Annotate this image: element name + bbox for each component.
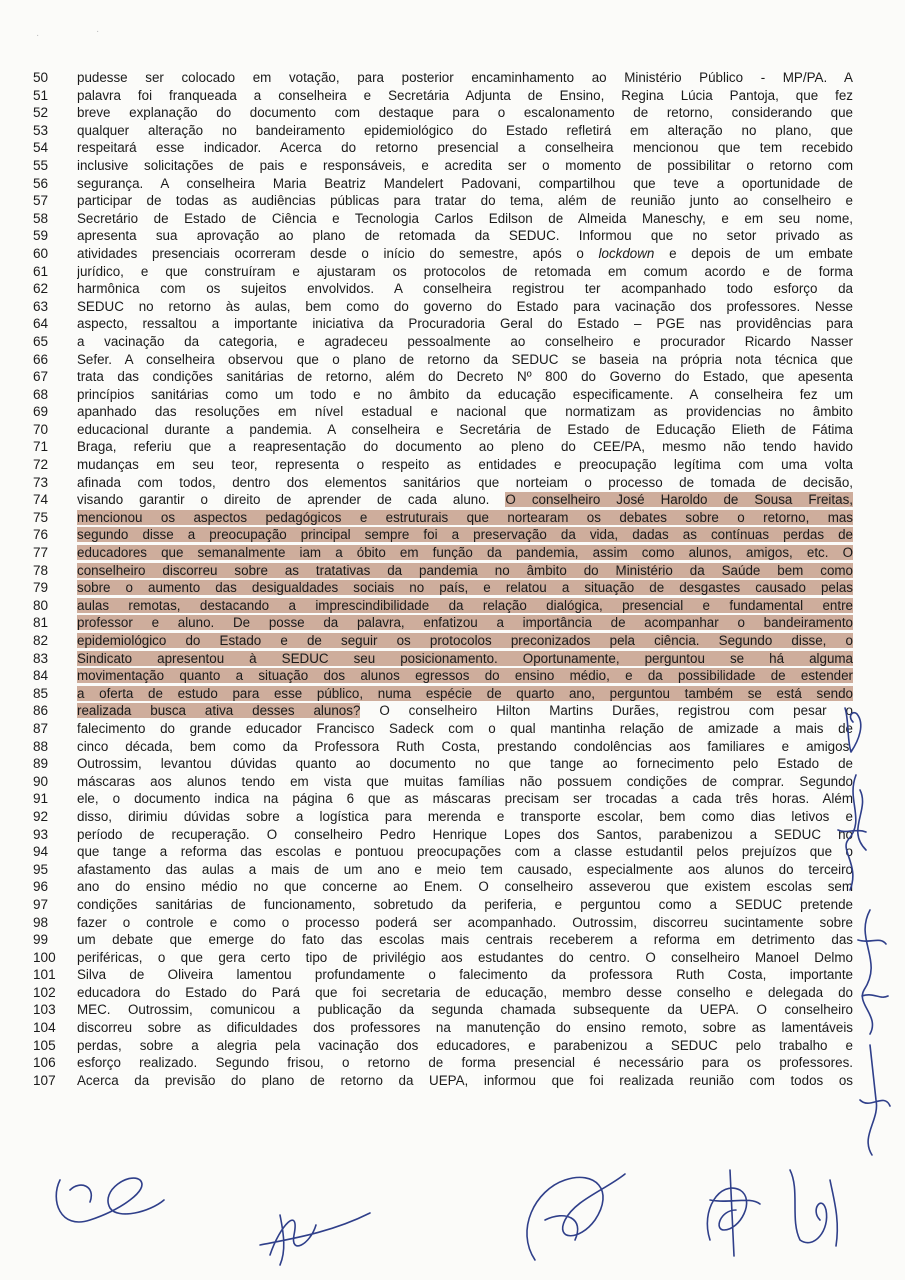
document-line (33, 456, 853, 474)
highlighted-text: O conselheiro José Haroldo de Sousa Freitas, (505, 492, 853, 508)
document-line (33, 790, 853, 808)
line-text-plain: máscaras aos alunos tendo em vista que muitas famílias não possuem condições de comprar. Segundo (77, 773, 853, 789)
line-text (77, 333, 853, 351)
line-number: 53 (33, 122, 49, 138)
document-line (33, 438, 853, 456)
line-number: 62 (33, 281, 49, 297)
document-line (33, 579, 853, 597)
line-text (77, 896, 853, 914)
line-text-plain: participar de todas as audiências públicas para tratar do tema, além de reunião junto ao conselheiro e (77, 193, 853, 209)
line-text-plain: educacional durante a pandemia. A conselheira e Secretária de Estado de Educação Elieth de Fátima (77, 421, 853, 437)
highlighted-text: aulas remotas, destacando a imprescindibilidade da relação dialógica, presencial e fundamental entre (77, 597, 853, 613)
line-text-plain: apresenta sua aprovação ao plano de retomada da SEDUC. Informou que no setor privado as (77, 228, 853, 244)
line-text-plain: breve explanação do documento com destaque para o escalonamento de retorno, considerando que (77, 105, 853, 121)
highlighted-text: mencionou os aspectos pedagógicos e estruturais que nortearam os debates sobre o retorno, mas (77, 509, 853, 525)
document-line (33, 157, 853, 175)
highlighted-text: a oferta de estudo para esse público, numa espécie de quarto ano, perguntou também se está sendo (77, 685, 853, 701)
line-number: 70 (33, 421, 49, 437)
margin-signature-vertical (826, 770, 886, 900)
line-number: 73 (33, 474, 49, 490)
line-text-plain: apanhado das resoluções em nível estadual e nacional que normatizam as providencias no âmbito (77, 404, 853, 420)
line-number: 63 (33, 298, 49, 314)
document-line (33, 122, 853, 140)
line-text-plain: segurança. A conselheira Maria Beatriz Mandelert Padovani, compartilhou que teve a oportunidade de (77, 175, 853, 191)
document-line (33, 245, 853, 263)
line-text (77, 650, 853, 668)
line-number: 55 (33, 157, 49, 173)
line-number: 69 (33, 404, 49, 420)
line-number: 59 (33, 228, 49, 244)
line-number: 82 (33, 633, 49, 648)
line-text (77, 579, 853, 597)
document-line (33, 403, 853, 421)
line-number: 78 (33, 562, 49, 578)
line-text-plain: um debate que emerge do fato das escolas mais centrais receberem a reforma em detrimento das (77, 932, 853, 948)
line-text-plain: palavra foi franqueada a conselheira e Secretária Adjunta de Ensino, Regina Lúcia Pantoja, que fez (77, 87, 853, 103)
line-text (77, 280, 853, 298)
line-text (77, 738, 853, 756)
signature-bottom-4 (690, 1160, 770, 1260)
line-number: 84 (33, 668, 49, 684)
line-text-plain: periféricas, o que gera certo tipo de privilégio aos estudantes do centro. O conselheiro Manoel Delmo (77, 949, 853, 965)
line-text (77, 1072, 853, 1090)
line-text (77, 526, 853, 544)
line-number: 90 (33, 773, 49, 789)
line-text-plain: MEC. Outrossim, comunicou a publicação da segunda chamada subsequente da UEPA. O conselheiro (77, 1002, 853, 1018)
line-number: 68 (33, 386, 49, 402)
line-text (77, 966, 853, 984)
document-line (33, 755, 853, 773)
line-number: 60 (33, 245, 49, 261)
line-number: 93 (33, 826, 49, 842)
document-line (33, 263, 853, 281)
line-text (77, 843, 853, 861)
line-text (77, 245, 853, 263)
highlighted-text: realizada busca ativa desses alunos? (77, 703, 361, 719)
line-text (77, 509, 853, 527)
document-line (33, 1001, 853, 1019)
line-number: 88 (33, 738, 49, 754)
document-line (33, 351, 853, 369)
line-text-plain: cinco década, bem como da Professora Ruth Costa, prestando condolências aos familiares e amigos. (77, 738, 853, 754)
line-text (77, 386, 853, 404)
line-number: 94 (33, 844, 49, 860)
line-text-plain: Braga, referiu que a reapresentação do documento ao pleno do CEE/PA, mesmo não tendo havido (77, 439, 853, 455)
line-number: 99 (33, 932, 49, 948)
document-line (33, 87, 853, 105)
line-text (77, 263, 853, 281)
line-text-plain: esforço realizado. Segundo frisou, o retorno de forma presencial é necessário para os professores. (77, 1055, 853, 1071)
line-text-plain: visando garantir o direito de aprender de cada aluno. (77, 492, 506, 508)
line-text-plain: a vacinação da categoria, e agradeceu pessoalmente ao conselheiro e procurador Ricardo Nasser (77, 333, 853, 349)
line-number: 71 (33, 439, 49, 455)
line-number: 80 (33, 597, 49, 613)
line-number: 86 (33, 703, 49, 719)
line-number: 75 (33, 509, 49, 525)
line-text (77, 632, 853, 650)
line-text (77, 878, 853, 896)
line-number: 100 (33, 949, 56, 965)
document-line (33, 421, 853, 439)
document-line (33, 104, 853, 122)
signature-bottom-2 (250, 1195, 380, 1275)
line-text-plain: princípios sanitárias como um todo e no âmbito da educação especificamente. A conselheira fez um (77, 386, 853, 402)
line-text (77, 949, 853, 967)
document-line (33, 826, 853, 844)
highlighted-text: professor e aluno. De posse da palavra, enfatizou a importância de acompanhar o bandeiramento (77, 615, 853, 631)
line-text (77, 808, 853, 826)
line-text (77, 474, 853, 492)
line-text-plain: respeitará esse indicador. Acerca do retorno presencial a conselheira mencionou que tem recebido (77, 140, 853, 156)
document-line (33, 192, 853, 210)
line-text (77, 826, 853, 844)
document-line (33, 280, 853, 298)
highlighted-text: segundo disse a preocupação principal sempre foi a preservação da vida, dadas as contínuas perdas de (77, 527, 853, 543)
line-text (77, 175, 853, 193)
line-number: 95 (33, 861, 49, 877)
line-text (77, 931, 853, 949)
line-text-plain: harmônica com os sujeitos envolvidos. A conselheira registrou ter acompanhado todo esforço da (77, 281, 853, 297)
line-text-plain: atividades presenciais ocorreram desde o início do semestre, após o lockdown e depois de um embate (77, 245, 853, 261)
line-text (77, 790, 853, 808)
line-text (77, 298, 853, 316)
line-text (77, 1019, 853, 1037)
margin-initial-signature (835, 700, 875, 760)
document-line (33, 861, 853, 879)
line-number: 105 (33, 1037, 56, 1053)
line-text-plain: perdas, sobre a alegria pela vacinação dos educadores, e parabenizou a SEDUC pelo trabalho e (77, 1037, 853, 1053)
line-text (77, 210, 853, 228)
document-line (33, 544, 853, 562)
line-text (77, 403, 853, 421)
line-text (77, 122, 853, 140)
line-number: 72 (33, 457, 49, 473)
line-number: 50 (33, 70, 49, 85)
line-text (77, 614, 853, 632)
line-number: 81 (33, 615, 49, 631)
line-text (77, 667, 853, 685)
line-number: 85 (33, 685, 49, 701)
line-text-plain: ano do ensino médio no que concerne ao Enem. O conselheiro asseverou que existem escolas sem (77, 879, 853, 895)
line-number: 65 (33, 333, 49, 349)
line-number: 56 (33, 175, 49, 191)
document-line (33, 773, 853, 791)
line-text (77, 456, 853, 474)
line-text-plain: trata das condições sanitárias de retorno, além do Decreto Nº 800 do Governo do Estado, que apesenta (77, 369, 853, 385)
line-text-plain: Outrossim, levantou dúvidas quanto ao documento no que tange ao fornecimento pelo Estado de (77, 756, 853, 772)
line-text (77, 1054, 853, 1072)
line-number: 101 (33, 967, 56, 983)
line-text (77, 562, 853, 580)
line-number: 89 (33, 756, 49, 772)
line-number: 54 (33, 140, 49, 156)
line-text-plain: afastamento das aulas a mais de um ano e meio tem causado, especialmente aos alunos do terceiro (77, 861, 853, 877)
line-text-plain: fazer o controle e como o processo poderá ser acompanhado. Outrossim, discorreu sucintamente sobre (77, 914, 853, 930)
document-line (33, 720, 853, 738)
line-number: 76 (33, 527, 49, 543)
line-text (77, 351, 853, 369)
signature-bottom-3 (505, 1160, 635, 1270)
document-line (33, 315, 853, 333)
document-line (33, 966, 853, 984)
line-text (77, 597, 853, 615)
line-text (77, 755, 853, 773)
line-text-plain: disso, dirimiu dúvidas sobre a logística para merenda e transporte escolar, bem como dias letivos e (77, 808, 853, 824)
line-text-plain: inclusive solicitações de pais e responsáveis, e acredita ser o momento de possibilitar o retorno com (77, 157, 853, 173)
document-line (33, 685, 853, 703)
line-number: 67 (33, 369, 49, 385)
scan-speck: · (96, 26, 100, 37)
document-line (33, 386, 853, 404)
line-text-plain: afinada com todos, dentro dos elementos sanitários que norteiam o processo de tomada de decisão, (77, 474, 853, 490)
line-text-plain: falecimento do grande educador Francisco Sadeck com o qual mantinha relação de amizade a mais de (77, 720, 853, 736)
line-number: 66 (33, 351, 49, 367)
line-text (77, 87, 853, 105)
line-number: 64 (33, 316, 49, 332)
line-text-plain: Silva de Oliveira lamentou profundamente o falecimento da professora Ruth Costa, importante (77, 967, 853, 983)
document-line (33, 227, 853, 245)
document-line (33, 878, 853, 896)
line-number: 106 (33, 1055, 56, 1071)
highlighted-text: sobre o aumento das desigualdades sociais no país, e relatou a situação de desgastes causado pelas (77, 580, 853, 596)
line-text-plain: Secretário de Estado de Ciência e Tecnologia Carlos Edilson de Almeida Maneschy, e em seu nome, (77, 210, 853, 226)
line-number: 103 (33, 1002, 56, 1018)
document-line (33, 843, 853, 861)
document-line (33, 667, 853, 685)
line-number: 52 (33, 105, 49, 121)
line-text-plain: condições sanitárias de funcionamento, sobretudo da periferia, e perguntou como a SEDUC pretende (77, 896, 853, 912)
highlighted-text: conselheiro discorreu sobre as tratativas da pandemia no âmbito do Ministério da Saúde bem como (77, 562, 853, 578)
document-line (33, 632, 853, 650)
line-number: 92 (33, 808, 49, 824)
line-text (77, 1037, 853, 1055)
line-text (77, 139, 853, 157)
line-text (77, 720, 853, 738)
line-text (77, 544, 853, 562)
line-number: 77 (33, 545, 49, 561)
signature-bottom-1 (40, 1150, 180, 1240)
document-line (33, 984, 853, 1002)
line-text (77, 368, 853, 386)
line-text-plain: período de recuperação. O conselheiro Pedro Henrique Lopes dos Santos, parabenizou a SEDUC no (77, 826, 853, 842)
document-line (33, 69, 853, 87)
line-number: 104 (33, 1020, 56, 1036)
line-text (77, 104, 853, 122)
line-number: 51 (33, 87, 49, 103)
document-line (33, 139, 853, 157)
line-text-plain: que tange a reforma das escolas e pontuou preocupações com a classe estudantil pelos prejuízos que o (77, 844, 853, 860)
line-text (77, 69, 853, 87)
document-line (33, 1072, 853, 1090)
line-text-plain: jurídico, e que construíram e ajustaram os protocolos de retomada em comum acordo e de forma (77, 263, 853, 279)
line-text (77, 1001, 853, 1019)
line-number: 91 (33, 791, 49, 807)
document-line (33, 1054, 853, 1072)
line-text (77, 702, 853, 720)
line-number: 74 (33, 492, 49, 508)
line-number: 107 (33, 1072, 56, 1088)
line-text (77, 192, 853, 210)
scan-speck: · (36, 30, 40, 41)
line-text-plain: SEDUC no retorno às aulas, bem como do governo do Estado para vacinação dos professores. Nesse (77, 298, 853, 314)
line-text (77, 984, 853, 1002)
line-text (77, 491, 853, 509)
document-line (33, 210, 853, 228)
line-text-plain: aspecto, ressaltou a importante iniciativa da Procuradoria Geral do Estado – PGE nas providências para (77, 316, 853, 332)
document-line (33, 931, 853, 949)
document-line (33, 509, 853, 527)
highlighted-text: educadores que semanalmente iam a óbito em função da pandemia, assim como alunos, amigos, etc. O (77, 545, 853, 561)
line-text-plain: qualquer alteração no bandeiramento epidemiológico do Estado refletirá em alteração no plano, que (77, 122, 853, 138)
document-line (33, 368, 853, 386)
document-line (33, 650, 853, 668)
line-text-plain: ele, o documento indica na página 6 que as máscaras precisam ser trocadas a cada três horas. Além (77, 791, 853, 807)
document-line (33, 896, 853, 914)
document-line (33, 333, 853, 351)
document-line (33, 702, 853, 720)
line-number: 98 (33, 914, 49, 930)
highlighted-text: epidemiológico do Estado e de seguir os protocolos preconizados pela ciência. Segundo disse, o (77, 633, 853, 648)
line-text-plain: educadora do Estado do Pará que foi secretaria de educação, membro desse conselho e delegada do (77, 984, 853, 1000)
document-line (33, 1019, 853, 1037)
line-number: 102 (33, 984, 56, 1000)
document-lines (33, 69, 853, 1089)
line-number: 87 (33, 720, 49, 736)
document-line (33, 474, 853, 492)
line-number: 61 (33, 263, 49, 279)
line-text (77, 914, 853, 932)
line-text-plain: Acerca da previsão do plano de retorno da UEPA, informou que foi realizada reunião com todos os (77, 1072, 853, 1088)
document-line (33, 808, 853, 826)
line-text (77, 861, 853, 879)
document-line (33, 175, 853, 193)
line-text-plain: pudesse ser colocado em votação, para posterior encaminhamento ao Ministério Público - MP/PA. A (77, 70, 853, 85)
line-text (77, 315, 853, 333)
highlighted-text: movimentação quanto a situação dos alunos egressos do ensino médio, e da possibilidade de estender (77, 668, 853, 684)
margin-signature-vertical-3 (850, 1040, 895, 1160)
line-text-plain: discorreu sobre as dificuldades dos professores na manutenção do ensino remoto, sobre as lamentáveis (77, 1020, 853, 1036)
document-line (33, 949, 853, 967)
document-line (33, 298, 853, 316)
line-text (77, 421, 853, 439)
document-line (33, 614, 853, 632)
line-number: 83 (33, 650, 49, 666)
highlighted-text: Sindicato apresentou à SEDUC seu posicionamento. Oportunamente, perguntou se há alguma (77, 650, 853, 666)
line-number: 79 (33, 580, 49, 596)
line-number: 57 (33, 193, 49, 209)
document-line (33, 914, 853, 932)
line-text (77, 773, 853, 791)
document-line (33, 562, 853, 580)
line-number: 96 (33, 879, 49, 895)
signature-bottom-5 (770, 1150, 850, 1260)
document-line (33, 597, 853, 615)
document-line (33, 738, 853, 756)
line-text-plain: Sefer. A conselheira observou que o plano de retorno da SEDUC se baseia na própria nota técnica que (77, 351, 853, 367)
line-number: 58 (33, 210, 49, 226)
line-text (77, 438, 853, 456)
line-text-plain: O conselheiro Hilton Martins Durães, registrou com pesar o (360, 703, 853, 719)
margin-signature-vertical-2 (840, 900, 895, 1040)
document-line (33, 491, 853, 509)
document-line (33, 526, 853, 544)
line-number: 97 (33, 896, 49, 912)
line-text (77, 227, 853, 245)
line-text (77, 157, 853, 175)
line-text (77, 685, 853, 703)
line-text-plain: mudanças em seu teor, representa o respeito as entidades e preocupação legítima com uma volta (77, 457, 853, 473)
document-line (33, 1037, 853, 1055)
